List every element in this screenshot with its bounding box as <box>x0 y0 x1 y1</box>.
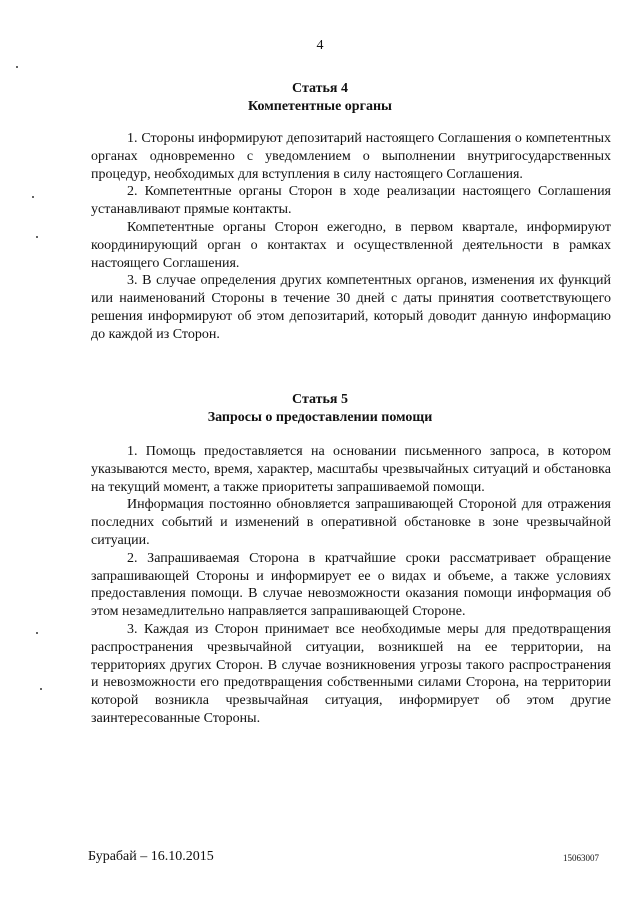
article-4-paragraph-3: Компетентные органы Сторон ежегодно, в первом квартале, информируют координирующий орган о контактах и осуществленной деятельности в рамках настоящего Соглашения. <box>91 219 611 271</box>
margin-speck <box>36 632 38 634</box>
article-5-paragraph-1: 1. Помощь предоставляется на основании письменного запроса, в котором указываются место, время, характер, масштабы чрезвычайных ситуаций и обстановка на текущий момент, а также приоритеты запрашиваемой помощи. <box>91 444 611 495</box>
article-4-paragraph-1: 1. Стороны информируют депозитарий настоящего Соглашения о компетентных органах одновременно с уведомлением о выполнении внутригосударственных процедур, необходимых для вступления в силу настоящего Соглашения. <box>91 131 611 182</box>
article-4-paragraph-4: 3. В случае определения других компетентных органов, изменения их функций или наименований Стороны в течение 30 дней с даты принятия соответствующего решения информируют об этом депозитарий, который доводит данную информацию до каждой из Сторон. <box>91 273 611 342</box>
article-5-paragraph-3: 2. Запрашиваемая Сторона в кратчайшие сроки рассматривает обращение запрашивающей Стороны и информирует ее о видах и объеме, а также условиях предоставления помощи. В случае невозможности оказания помощи информация об этом незамедлительно направляется запрашивающей Стороне. <box>91 550 611 620</box>
margin-speck <box>36 236 38 238</box>
article-4-paragraph-2: 2. Компетентные органы Сторон в ходе реализации настоящего Соглашения устанавливают прямые контакты. <box>91 184 611 218</box>
margin-speck <box>32 196 34 198</box>
margin-speck <box>40 688 42 690</box>
article-4-title: Статья 4 <box>292 81 348 96</box>
article-4-body <box>91 130 611 344</box>
page-number: 4 <box>316 38 324 53</box>
article-4-subtitle: Компетентные органы <box>248 99 392 114</box>
article-5-body <box>91 443 611 728</box>
article-4-heading <box>0 80 640 116</box>
footer-document-code: 15063007 <box>563 853 599 863</box>
footer-place-date: Бурабай – 16.10.2015 <box>88 849 214 864</box>
margin-speck <box>16 66 18 68</box>
article-5-subtitle: Запросы о предоставлении помощи <box>207 410 433 425</box>
article-5-paragraph-4: 3. Каждая из Сторон принимает все необходимые меры для предотвращения распространения чрезвычайной ситуации, возникшей на ее территории, на территориях других Сторон. В случае возникновения угрозы такого распространения и невозможности его предотвращения собственными силами Сторона, на территории которой возникла чрезвычайная ситуация, информирует об этом другие заинтересованные Стороны. <box>91 621 611 726</box>
article-5-title: Статья 5 <box>292 392 348 407</box>
article-5-paragraph-2: Информация постоянно обновляется запрашивающей Стороной для отражения последних событий и изменений в оперативной обстановке в зоне чрезвычайной ситуации. <box>91 497 611 548</box>
article-5-heading <box>0 391 640 427</box>
